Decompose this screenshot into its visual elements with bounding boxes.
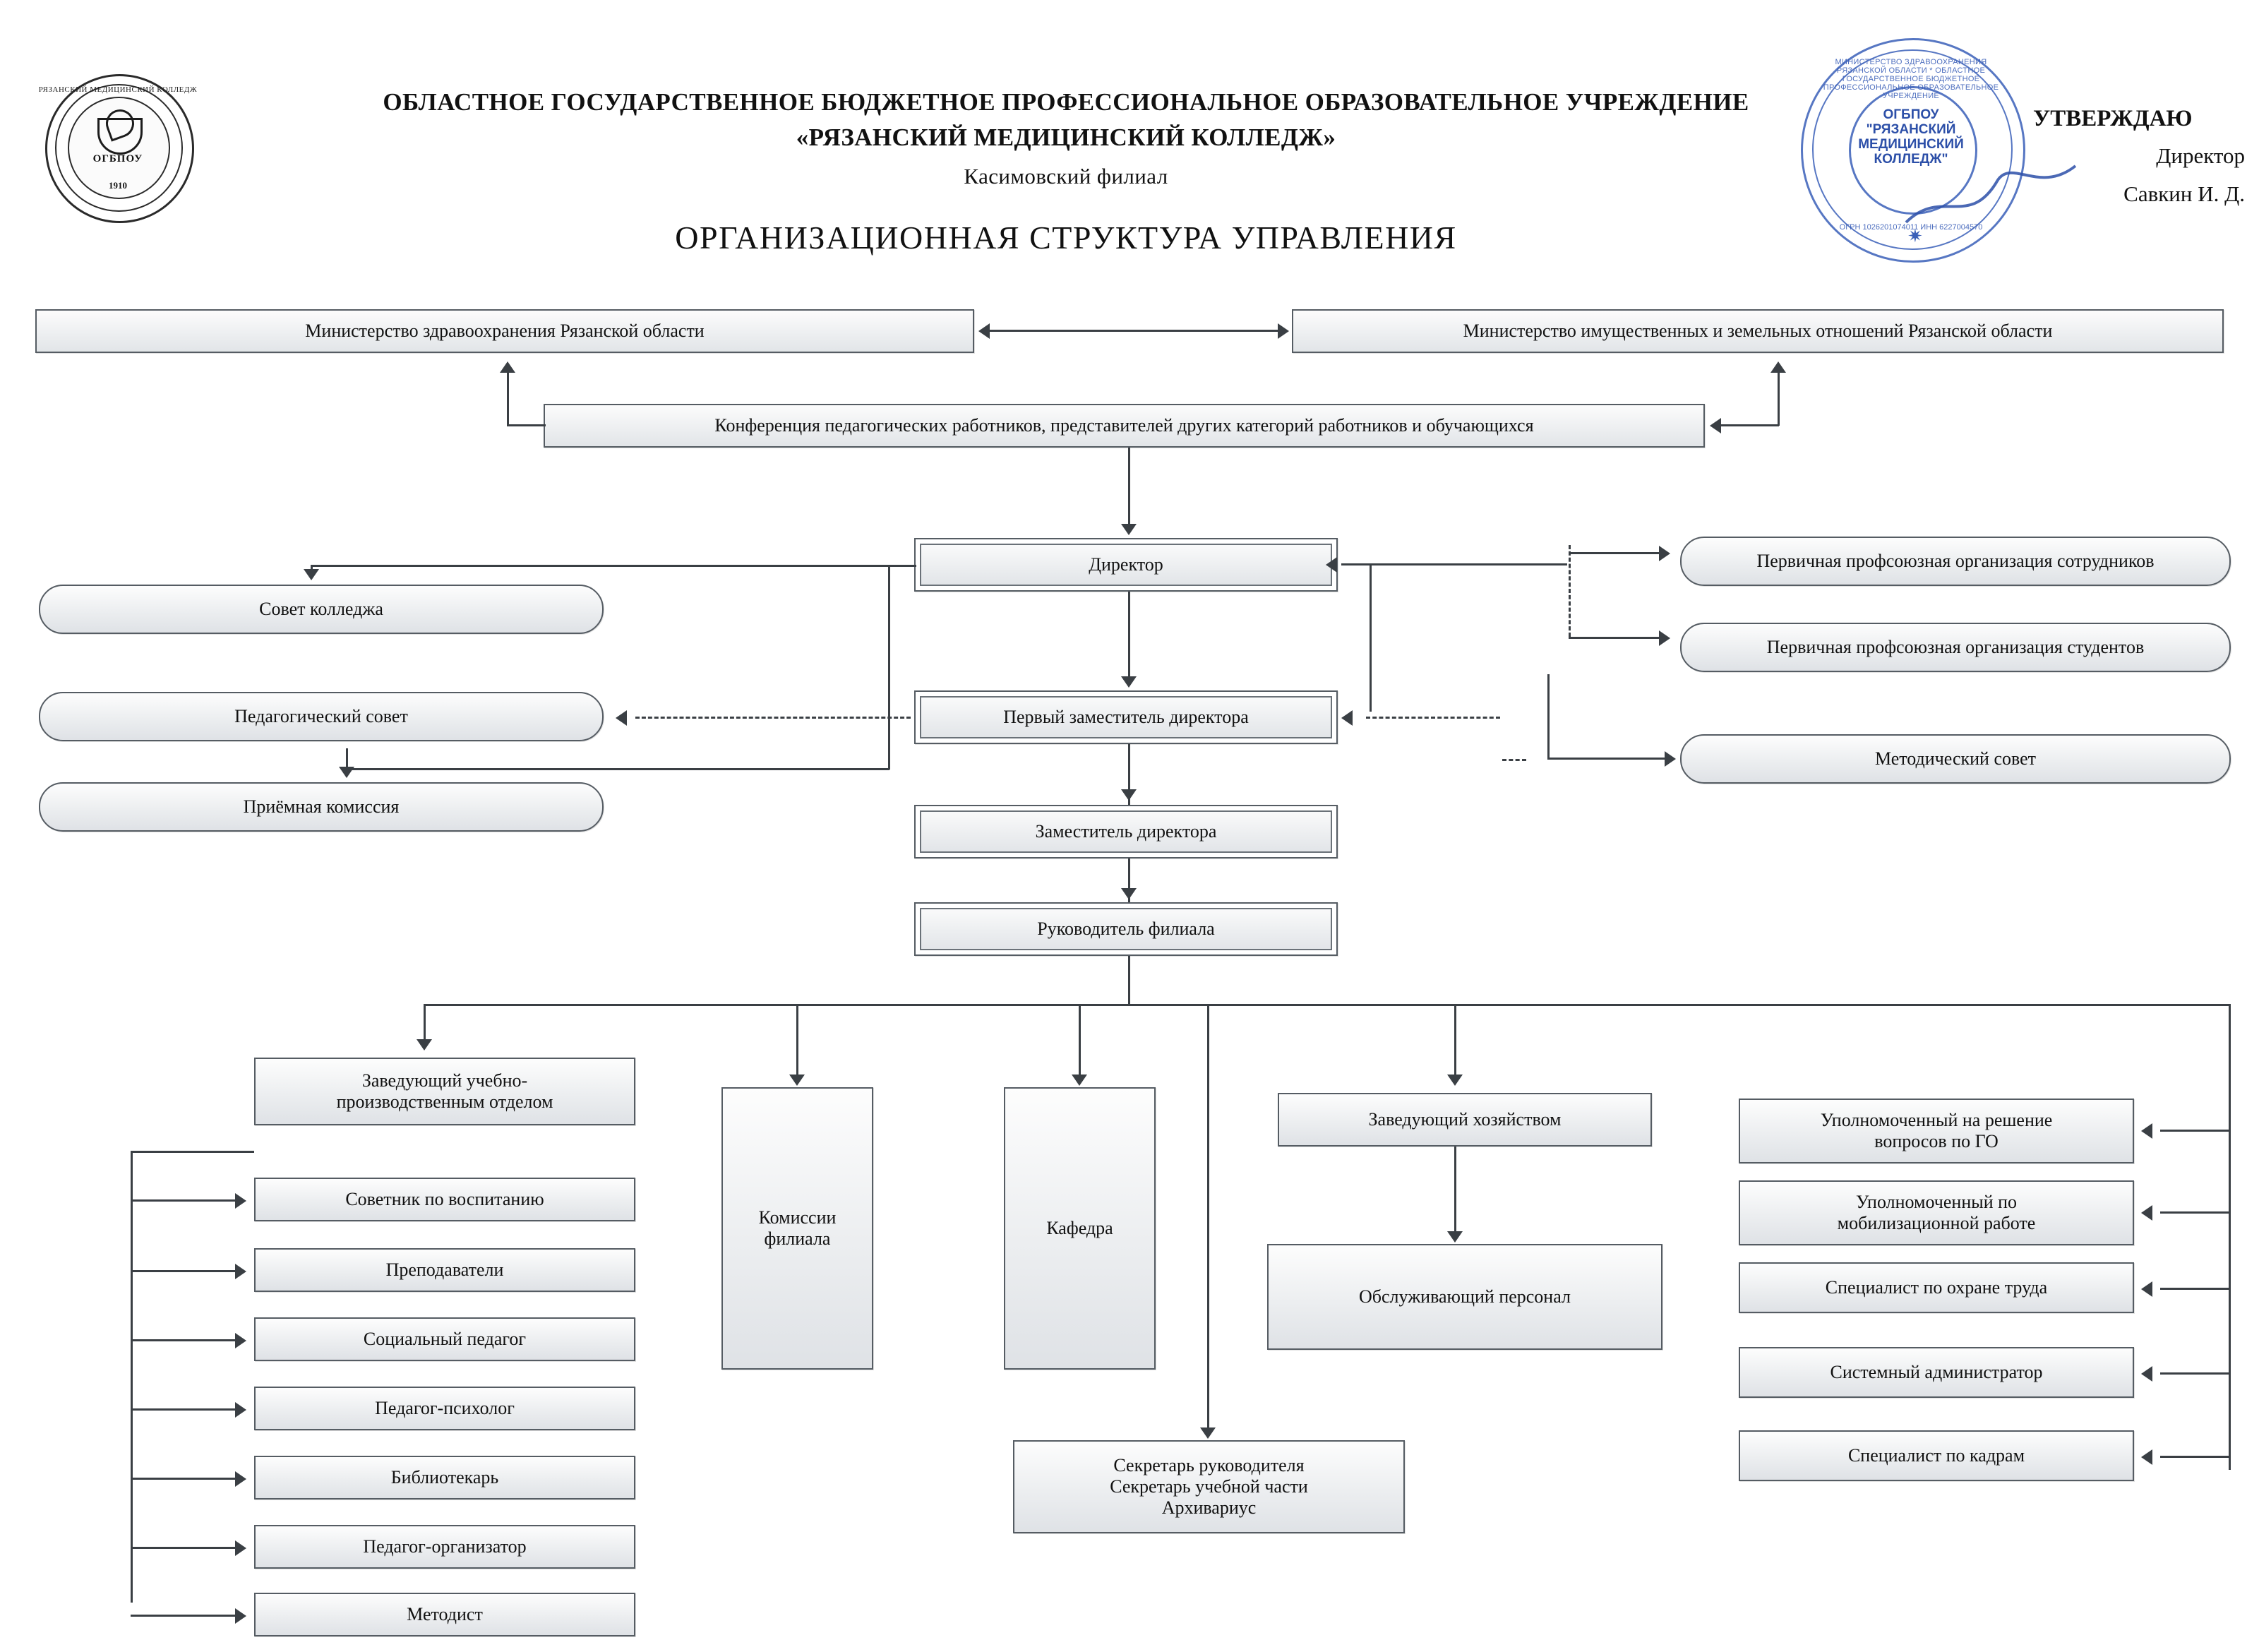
- arrow-kafedra: [1072, 1075, 1087, 1086]
- node-perviy-zam-label: Первый заместитель директора: [1003, 707, 1249, 727]
- edge-arrow-into-conference: [1710, 418, 1721, 433]
- node-bibliotekar-label: Библиотекарь: [390, 1467, 499, 1488]
- arrow-prepodavateli: [235, 1264, 246, 1279]
- edge-arrow-pedsovet: [616, 710, 627, 726]
- arrow-sysadmin: [2141, 1366, 2152, 1382]
- college-emblem-logo: [37, 67, 199, 226]
- node-priem-komissiya-label: Приёмная комиссия: [243, 796, 400, 817]
- edge-arrow-to-minzdrav: [978, 323, 990, 339]
- arrow-soc-pedagog: [235, 1333, 246, 1348]
- edge-to-prepodavateli: [131, 1270, 236, 1272]
- edge-to-go: [2160, 1130, 2231, 1132]
- node-sekretar-block[interactable]: [1013, 1440, 1405, 1533]
- official-seal-stamp: [1797, 34, 2030, 267]
- arrow-go: [2141, 1123, 2152, 1139]
- edge-to-pedagog-organizator: [131, 1547, 236, 1549]
- node-pedagog-organizator-label: Педагог-организатор: [363, 1536, 527, 1557]
- node-sovetnik-label: Советник по воспитанию: [345, 1189, 544, 1209]
- arrow-ohrana-truda: [2141, 1281, 2152, 1297]
- node-zav-upo-label-2: производственным отделом: [336, 1091, 553, 1112]
- edge-conference-director: [1128, 448, 1130, 524]
- edge-upo-spine: [131, 1151, 133, 1603]
- arrow-sovetnik: [235, 1193, 246, 1209]
- arrow-metodist: [235, 1608, 246, 1624]
- node-go-label-2: вопросов по ГО: [1874, 1131, 1999, 1151]
- node-profsoyuz-sotrudnikov-label: Первичная профсоюзная организация сотрудников: [1756, 551, 2155, 571]
- edge-arrow-conference-to-minzdrav: [500, 361, 515, 373]
- node-profsoyuz-studentov-label: Первичная профсоюзная организация студентов: [1766, 637, 2145, 657]
- node-metod-sovet[interactable]: [1680, 734, 2231, 784]
- edge-arrow-director-perviyzam: [1121, 676, 1137, 688]
- edge-ruk-bus-h: [424, 1004, 2231, 1006]
- edge-to-sovetnik: [131, 1199, 236, 1202]
- node-sovet-kolledzha-label: Совет колледжа: [259, 599, 383, 619]
- edge-director-left-bottom: [346, 768, 889, 770]
- node-komissii-label-2: филиала: [764, 1228, 831, 1249]
- node-minzdrav[interactable]: [35, 309, 974, 353]
- seal-inner-text: ОГБПОУ "РЯЗАНСКИЙ МЕДИЦИНСКИЙ КОЛЛЕДЖ": [1858, 107, 1964, 167]
- approval-name: Савкин И. Д.: [2123, 181, 2245, 206]
- node-spec-kadry-label: Специалист по кадрам: [1847, 1445, 2025, 1466]
- node-go-label-1: Уполномоченный на решение: [1820, 1110, 2053, 1130]
- edge-arrow-conference-director: [1121, 524, 1137, 535]
- node-kafedra-label: Кафедра: [1046, 1218, 1113, 1238]
- edge-conference-right-v: [1778, 373, 1780, 426]
- edge-to-pedagog-psiholog: [131, 1408, 236, 1411]
- node-pedagog-psiholog-label: Педагог-психолог: [375, 1398, 515, 1418]
- edge-metodsovet-h: [1547, 758, 1666, 760]
- node-sovetnik[interactable]: [254, 1178, 635, 1221]
- arrow-komissii: [789, 1075, 805, 1086]
- edge-director-left-h1: [888, 565, 916, 567]
- node-priem-komissiya[interactable]: [39, 782, 604, 832]
- edge-zavhoz-personal: [1454, 1147, 1456, 1238]
- edge-director-left-top: [311, 565, 889, 567]
- node-perviy-zam[interactable]: [914, 690, 1338, 744]
- node-director-label: Директор: [1089, 554, 1163, 575]
- node-ped-sovet-label: Педагогический совет: [234, 706, 408, 726]
- arrow-zav-upo: [417, 1039, 432, 1051]
- arrow-obsluzh-personal: [1447, 1231, 1463, 1243]
- node-minimush-label: Министерство имущественных и земельных отношений Рязанской области: [1463, 321, 2053, 341]
- edge-conference-left-h: [507, 424, 546, 426]
- edge-director-right-h: [1341, 563, 1567, 565]
- edge-arrow-priem-komissiya: [339, 767, 354, 778]
- edge-metodsovet-perviyzam: [1366, 717, 1500, 719]
- arrow-pedagog-organizator: [235, 1540, 246, 1556]
- edge-arrow-director-from-right: [1326, 557, 1337, 573]
- edge-arrow-zam-ruk: [1121, 888, 1137, 899]
- emblem-abbr: ОГБПОУ: [92, 153, 143, 164]
- edge-conference-left-v: [507, 373, 509, 426]
- branch-name: Касимовский филиал: [964, 164, 1168, 188]
- drop-zav-hoz: [1454, 1004, 1456, 1080]
- node-ruk-filiala-label: Руководитель филиала: [1037, 918, 1215, 939]
- edge-arrow-conference-to-minimush: [1770, 361, 1786, 373]
- arrow-mob: [2141, 1205, 2152, 1221]
- edge-metodsovet-v: [1547, 674, 1550, 759]
- emblem-year: 1910: [109, 180, 127, 191]
- node-zav-hozyaystvom[interactable]: [1278, 1093, 1652, 1147]
- node-komissii-label-1: Комиссии: [758, 1207, 837, 1228]
- node-metodist[interactable]: [254, 1593, 635, 1636]
- node-obsluzh-personal-label: Обслуживающий персонал: [1359, 1286, 1571, 1307]
- edge-to-metodist: [131, 1615, 236, 1617]
- node-kafedra[interactable]: [1004, 1087, 1156, 1370]
- node-ohrana-truda-label: Специалист по охране труда: [1825, 1277, 2048, 1298]
- edge-arrow-profsoyuz-sotr: [1659, 546, 1670, 561]
- node-conference-label: Конференция педагогических работников, представителей других категорий работников и обучающихся: [714, 415, 1534, 436]
- edge-right-bus-v: [2229, 1004, 2231, 1470]
- node-metodist-label: Методист: [407, 1604, 483, 1624]
- node-sovet-kolledzha[interactable]: [39, 585, 604, 634]
- edge-conference-right-h: [1717, 424, 1779, 426]
- edge-arrow-perviyzam-zam: [1121, 789, 1137, 801]
- node-profsoyuz-sotrudnikov[interactable]: [1680, 537, 2231, 586]
- edge-to-soc-pedagog: [131, 1339, 236, 1341]
- node-conference[interactable]: [544, 404, 1705, 448]
- arrow-zav-hoz: [1447, 1075, 1463, 1086]
- node-zam-direktora-label: Заместитель директора: [1035, 821, 1217, 842]
- node-mob-label-1: Уполномоченный по: [1855, 1192, 2018, 1212]
- node-minzdrav-label: Министерство здравоохранения Рязанской области: [305, 321, 705, 341]
- node-mob-label-2: мобилизационной работе: [1837, 1213, 2036, 1233]
- node-ped-sovet[interactable]: [39, 692, 604, 741]
- arrow-bibliotekar: [235, 1471, 246, 1487]
- node-metod-sovet-label: Методический совет: [1874, 748, 2037, 769]
- edge-to-spec-kadry: [2160, 1456, 2231, 1458]
- edge-to-sysadmin: [2160, 1372, 2231, 1375]
- edge-profsoyuz-dash-v: [1569, 545, 1571, 637]
- node-director[interactable]: [914, 538, 1338, 592]
- institution-name-line1: ОБЛАСТНОЕ ГОСУДАРСТВЕННОЕ БЮДЖЕТНОЕ ПРОФЕССИОНАЛЬНОЕ ОБРАЗОВАТЕЛЬНОЕ УЧРЕЖДЕНИЕ: [383, 88, 1749, 116]
- node-komissii-filiala[interactable]: [721, 1087, 873, 1370]
- edge-to-ohrana-truda: [2160, 1288, 2231, 1290]
- node-sekretar-label-3: Архивариус: [1161, 1497, 1257, 1518]
- seal-star-icon: ✷: [1907, 226, 1923, 246]
- node-sekretar-label-1: Секретарь руководителя: [1113, 1455, 1305, 1476]
- edge-director-right-v: [1370, 563, 1372, 712]
- edge-perviyzam-pedsovet: [635, 717, 911, 719]
- approval-position: Директор: [2156, 143, 2245, 168]
- node-zav-upo[interactable]: [254, 1058, 635, 1125]
- edge-arrow-perviyzam-from-right: [1341, 710, 1353, 726]
- node-ruk-filiala[interactable]: [914, 902, 1338, 956]
- node-prepodavateli[interactable]: [254, 1248, 635, 1292]
- edge-upo-spine-top: [131, 1151, 254, 1153]
- node-upolnomochenny-go[interactable]: [1739, 1099, 2134, 1163]
- node-pedagog-organizator[interactable]: [254, 1525, 635, 1569]
- edge-minzdrav-minimush: [987, 330, 1279, 332]
- node-sysadmin-label: Системный администратор: [1830, 1362, 2043, 1382]
- arrow-sekretar: [1200, 1427, 1216, 1439]
- emblem-top-text: РЯЗАНСКИЙ МЕДИЦИНСКИЙ КОЛЛЕДЖ: [38, 85, 198, 94]
- edge-profsoyuz-stud-h: [1569, 637, 1660, 639]
- node-prepodavateli-label: Преподаватели: [385, 1259, 504, 1280]
- edge-to-mob: [2160, 1211, 2231, 1214]
- edge-to-bibliotekar: [131, 1478, 236, 1480]
- node-sistemny-administrator[interactable]: [1739, 1347, 2134, 1398]
- node-zav-hozyaystvom-label: Заведующий хозяйством: [1368, 1109, 1562, 1130]
- node-specialist-ohrana-truda[interactable]: [1739, 1262, 2134, 1313]
- node-obsluzhivayushchiy-personal[interactable]: [1267, 1244, 1662, 1350]
- drop-komissii: [796, 1004, 798, 1080]
- node-pedagog-psiholog[interactable]: [254, 1387, 635, 1430]
- arrow-spec-kadry: [2141, 1449, 2152, 1465]
- edge-ruk-bus-v: [1128, 956, 1130, 1005]
- node-zam-direktora[interactable]: [914, 805, 1338, 858]
- approval-block: [2033, 106, 2245, 207]
- node-soc-pedagog-label: Социальный педагог: [363, 1329, 527, 1349]
- node-sekretar-label-2: Секретарь учебной части: [1110, 1476, 1308, 1497]
- seal-outer-text: МИНИСТЕРСТВО ЗДРАВООХРАНЕНИЯ РЯЗАНСКОЙ ОБЛАСТИ * ОБЛАСТНОЕ ГОСУДАРСТВЕННОЕ БЮДЖЕТНОЕ ПРОФЕССИОНАЛЬНОЕ ОБРАЗОВАТЕЛЬНОЕ УЧРЕЖДЕНИЕ: [1823, 58, 1999, 100]
- node-upolnomochenny-mobrabota[interactable]: [1739, 1180, 2134, 1245]
- arrow-pedagog-psiholog: [235, 1402, 246, 1418]
- edge-arrow-to-minimush: [1278, 323, 1289, 339]
- node-minimush[interactable]: [1292, 309, 2224, 353]
- edge-metodsovet-dash-seg: [1502, 759, 1526, 761]
- seal-bottom-text: ОГРН 1026201074011 ИНН 6227004570: [1839, 223, 1983, 232]
- approval-word: УТВЕРЖДАЮ: [2033, 106, 2193, 131]
- edge-profsoyuz-sotr-h: [1569, 552, 1660, 554]
- page-title: ОРГАНИЗАЦИОННАЯ СТРУКТУРА УПРАВЛЕНИЯ: [675, 220, 1457, 256]
- edge-director-left-v: [888, 565, 890, 770]
- node-zav-upo-label-1: Заведующий учебно-: [361, 1070, 528, 1091]
- edge-arrow-profsoyuz-stud: [1659, 630, 1670, 646]
- drop-sekretar: [1207, 1004, 1209, 1435]
- edge-perviyzam-zam: [1128, 744, 1130, 813]
- node-soc-pedagog[interactable]: [254, 1317, 635, 1361]
- node-bibliotekar[interactable]: [254, 1456, 635, 1500]
- edge-director-perviyzam: [1128, 592, 1130, 676]
- node-profsoyuz-studentov[interactable]: [1680, 623, 2231, 672]
- drop-kafedra: [1079, 1004, 1081, 1080]
- node-specialist-po-kadram[interactable]: [1739, 1430, 2134, 1481]
- edge-arrow-to-metodsovet: [1665, 751, 1676, 767]
- edge-arrow-sovet-kolledzha: [304, 569, 319, 580]
- institution-name-line2: «РЯЗАНСКИЙ МЕДИЦИНСКИЙ КОЛЛЕДЖ»: [796, 124, 1336, 151]
